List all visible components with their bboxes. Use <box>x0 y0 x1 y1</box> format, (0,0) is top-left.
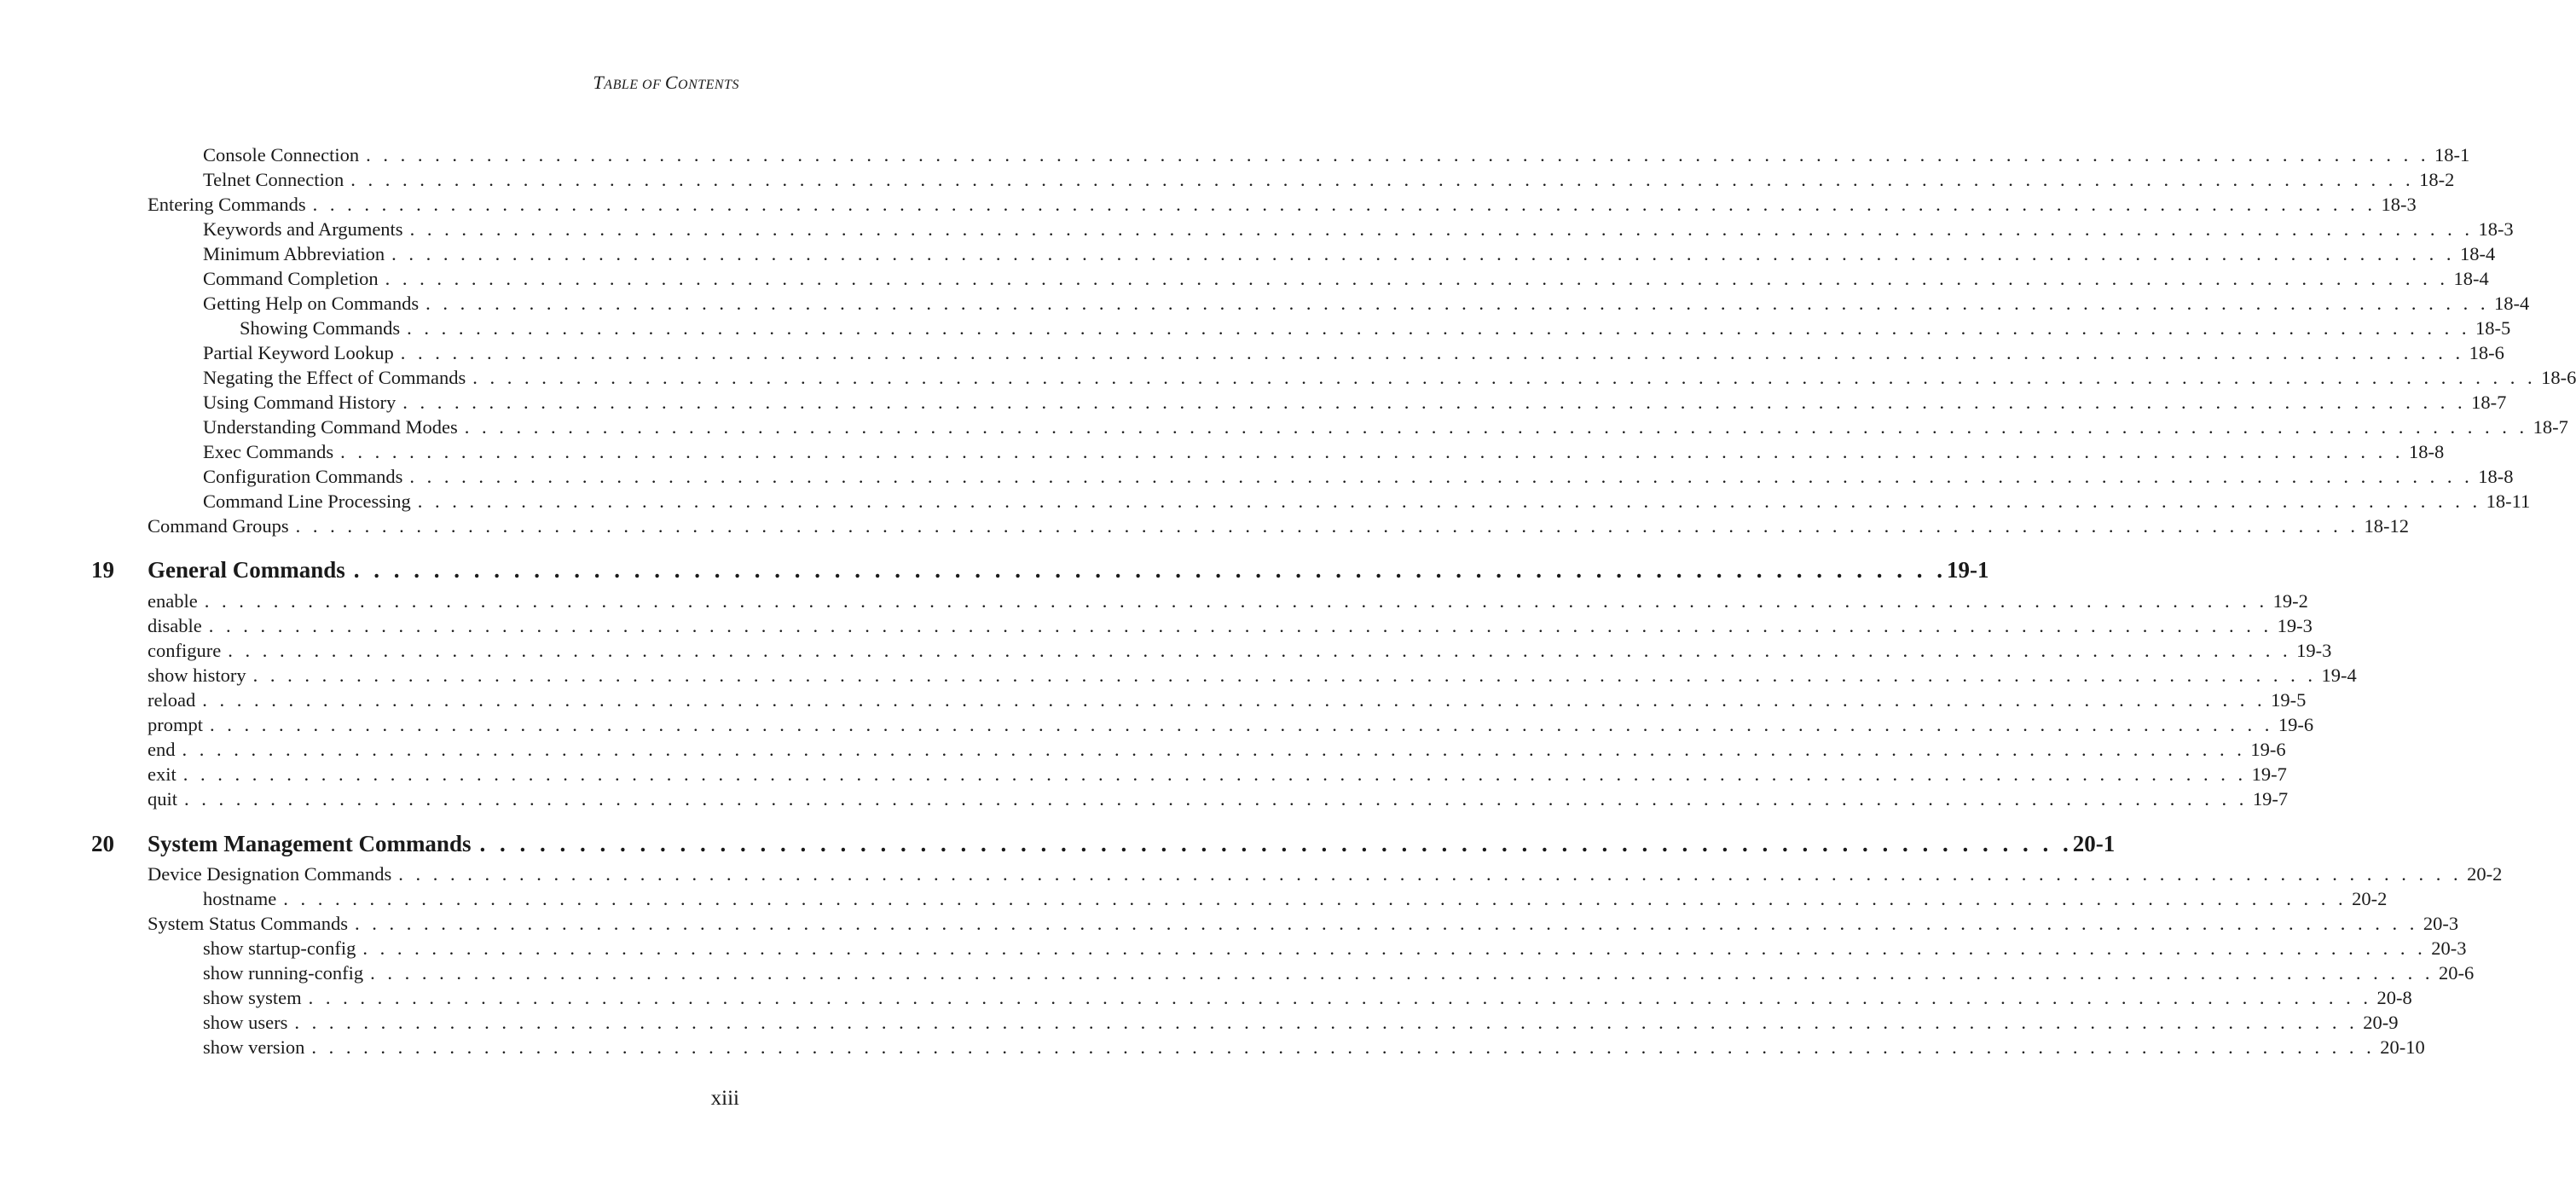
toc-entry-title: end <box>148 739 176 760</box>
toc-entry[interactable] <box>148 663 2357 688</box>
toc-entry[interactable] <box>203 340 2504 365</box>
toc-entry-page: 19-3 <box>2277 615 2313 636</box>
toc-entry-page: 19-3 <box>2296 640 2332 661</box>
toc-entry-page: 18-12 <box>2364 515 2409 537</box>
toc-entry-title: show running-config <box>203 962 364 984</box>
toc-entry-title: show history <box>148 665 246 686</box>
dot-leader: . . . . . . . . . . . . . . . . . . . . . . . . . . . . . . . . . . . . . . . . . . . . . . . . . . . . . . . . . . . . . . . . . . . . . . . . . . . . . . . . . . . . . . . . . . . . . . . . . . . . . . . . . . . . . . . . . . . . . . . . <box>355 913 2418 934</box>
chapter-heading[interactable] <box>91 828 2116 859</box>
chapter-title: System Management Commands <box>148 831 472 856</box>
dot-leader: . . . . . . . . . . . . . . . . . . . . . . . . . . . . . . . . . . . . . . . . . . . . . . . . . . . . . . . . . . . . . . . . . . . . . . . . . . . . . . . . . . . . . . . . . . . . . . . . . . . . . . . . . . . . . . . . . . . . . . . . <box>311 1036 2376 1058</box>
dot-leader: . . . . . . . . . . . . . . . . . . . . . . . . . . . . . . . . . . . . . . . . . . . . . . . . . . . . . . . . . . . . . . . . . . . . . . . . . . . . . . . . <box>353 557 1947 583</box>
toc-entry-page: 20-2 <box>2467 863 2503 885</box>
toc-entry[interactable] <box>148 911 2459 936</box>
toc-entry-title: Command Completion <box>203 268 379 289</box>
toc-entry[interactable] <box>148 762 2287 786</box>
dot-leader: . . . . . . . . . . . . . . . . . . . . . . . . . . . . . . . . . . . . . . . . . . . . . . . . . . . . . . . . . . . . . . . . . . . . . . . . . . . . . . . . . . . . . . . . . . . . . . . . . . . . . . . . . . . . . . . . . . . . . . . . <box>204 590 2268 612</box>
toc-entry-page: 18-2 <box>2419 169 2455 190</box>
toc-entry[interactable] <box>203 936 2467 961</box>
toc-entry-title: Negating the Effect of Commands <box>203 367 466 388</box>
toc-entry-page: 19-6 <box>2278 714 2314 735</box>
toc-entry[interactable] <box>203 1035 2425 1059</box>
toc-entry[interactable] <box>203 1010 2399 1035</box>
dot-leader: . . . . . . . . . . . . . . . . . . . . . . . . . . . . . . . . . . . . . . . . . . . . . . . . . . . . . . . . . . . . . . . . . . . . . . . . . . . . . . . . . . . . . . . . . . . . . . . . . . . . . . . . . . . . . . . . . . . . . . . . <box>182 763 2247 785</box>
toc-entry-title: Understanding Command Modes <box>203 416 458 438</box>
toc-entry-title: Telnet Connection <box>203 169 344 190</box>
toc-entry[interactable] <box>203 415 2568 439</box>
toc-entry[interactable] <box>203 217 2514 241</box>
toc-entry-page: 18-6 <box>2541 367 2576 388</box>
dot-leader: . . . . . . . . . . . . . . . . . . . . . . . . . . . . . . . . . . . . . . . . . . . . . . . . . . . . . . . . . . . . . . . . . . . . . . . . . . . . . . . . . . . . . . . . . . . . . . . . . . . . . . . . . . . . . . . . . . . . . . . . <box>425 293 2489 314</box>
toc-entry[interactable] <box>240 316 2511 340</box>
toc-entry-title: Using Command History <box>203 392 397 413</box>
toc-entry-page: 20-6 <box>2438 962 2475 984</box>
toc-entry-title: show users <box>203 1012 288 1033</box>
toc-entry-page: 18-1 <box>2434 144 2470 165</box>
chapter-number: 20 <box>91 831 114 856</box>
toc-entry[interactable] <box>203 266 2489 291</box>
dot-leader: . . . . . . . . . . . . . . . . . . . . . . . . . . . . . . . . . . . . . . . . . . . . . . . . . . . . . . . . . . . . . . . . . . . . . . . . . . . . . . . . . . . . . . . . . . . . . . . . . . . . . . . . . . . . . . . . . . . . . . . . <box>312 194 2376 215</box>
toc-entry[interactable] <box>203 167 2455 192</box>
toc-entry[interactable] <box>148 862 2503 886</box>
chapter-page: 19-1 <box>1947 557 1989 583</box>
toc-entry-page: 20-8 <box>2376 987 2412 1008</box>
toc-entry-title: Minimum Abbreviation <box>203 243 385 264</box>
toc-entry-title: show system <box>203 987 302 1008</box>
toc-entry-page: 18-5 <box>2475 317 2511 339</box>
dot-leader: . . . . . . . . . . . . . . . . . . . . . . . . . . . . . . . . . . . . . . . . . . . . . . . . . . . . . . . . . . . . . . . . . . . . . . . . . . . . . . . . . . . . . . . . . . . . . . . . . . . . . . . . . . . . . . . . . . . . . . . . <box>308 987 2372 1008</box>
dot-leader: . . . . . . . . . . . . . . . . . . . . . . . . . . . . . . . . . . . . . . . . . . . . . . . . . . . . . . . . . . . . . . . . . . . . . . . . . . . . . . . . . . . . . . . . . . . . . . . . . . . . . . . . . . . . . . . . . . . . . . . . <box>295 515 2359 537</box>
toc-entry-page: 18-7 <box>2533 416 2568 438</box>
toc-entry[interactable] <box>203 985 2412 1010</box>
toc-entry[interactable] <box>148 589 2308 613</box>
toc-entry-page: 20-3 <box>2431 937 2467 959</box>
toc-entry-page: 18-6 <box>2469 342 2504 363</box>
toc-entry[interactable] <box>148 638 2332 663</box>
dot-leader: . . . . . . . . . . . . . . . . . . . . . . . . . . . . . . . . . . . . . . . . . . . . . . . . . . . . . . . . . . . . . . . . . . . . . . . . . . . . . . . . . . . . . . . . . . . . . . . . . . . . . . . . . . . . . . . . . . . . . . . . <box>283 888 2347 909</box>
toc-entry[interactable] <box>203 291 2530 316</box>
toc-entry-title: Console Connection <box>203 144 360 165</box>
running-head-t: T <box>593 72 605 93</box>
dot-leader: . . . . . . . . . . . . . . . . . . . . . . . . . . . . . . . . . . . . . . . . . . . . . . . . . . . . . . . . . . . . . . . . . . . . . . . . . . . . . . . . . . . . . . . . . . . . . . . . . . . . . . . . . . . . . . . . . . . . . . . . <box>402 392 2467 413</box>
toc-entry[interactable] <box>148 514 2409 538</box>
toc-entry-page: 20-3 <box>2423 913 2459 934</box>
dot-leader: . . . . . . . . . . . . . . . . . . . . . . . . . . . . . . . . . . . . . . . . . . . . . . . . . . . . . . . . . . . . . . . . . . . . . . . . . . . . . . . . . . . . . . . . . . . . . . . . . . . . . . . . . . . . . . . . . . . . . . . . <box>398 863 2463 885</box>
toc-entry-title: reload <box>148 689 196 711</box>
toc-entry-title: configure <box>148 640 222 661</box>
dot-leader: . . . . . . . . . . . . . . . . . . . . . . . . . . . . . . . . . . . . . . . . . . . . . . . . . . . . . . . . . . . . . . . . . . . . . . . . . . . . . . . . . . . . . . . . . . . . . . . . . . . . . . . . . . . . . . . . . . . . . . . . <box>409 218 2474 240</box>
toc-entry[interactable] <box>203 365 2576 390</box>
dot-leader: . . . . . . . . . . . . . . . . . . . . . . . . . . . . . . . . . . . . . . . . . . . . . . . . . . . . . . . . . . . . . . . . . . . . . . . . . . . . . . . . . . . . . . . . . . . . . . . . . . . . . . . . . . . . . . . . . . . . . . . . <box>400 342 2464 363</box>
toc-entry-page: 18-8 <box>2408 441 2445 462</box>
dot-leader: . . . . . . . . . . . . . . . . . . . . . . . . . . . . . . . . . . . . . . . . . . . . . . . . . . . . . . . . . . . . . . . . . . . . . . . . . . . . . . . . . . . . . . . . . . . . . . . . . . . . . . . . . . . . . . . . . . . . . . . . <box>385 268 2449 289</box>
dot-leader: . . . . . . . . . . . . . . . . . . . . . . . . . . . . . . . . . . . . . . . . . . . . . . . . . . . . . . . . . . . . . . . . . . . . . . . . . . . . . . . . . . . . . . . . . . . . . . . . . . . . . . . . . . . . . . . . . . . . . . . . <box>294 1012 2359 1033</box>
toc-entry[interactable] <box>203 961 2475 985</box>
toc-entry-title: exit <box>148 763 177 785</box>
toc-entry-title: quit <box>148 788 178 810</box>
dot-leader: . . . . . . . . . . . . . . . . . . . . . . . . . . . . . . . . . . . . . . . . . . . . . . . . . . . . . . . . . . . . . . . . . . . . . . . . . . . . . . . . . . . . . . . . . . . . . . . . . . . . . . . . . . . . . . . . . . . . . . . . <box>409 466 2474 487</box>
dot-leader: . . . . . . . . . . . . . . . . . . . . . . . . . . . . . . . . . . . . . . . . . . . . . . . . . . . . . . . . . . . . . . . . . . . . . . . . . . . . . . . . . . . . . . . . . . . . . . . . . . . . . . . . . . . . . . . . . . . . . . . . <box>202 689 2266 711</box>
toc-entry-page: 19-5 <box>2271 689 2307 711</box>
toc-entry-title: Configuration Commands <box>203 466 403 487</box>
dot-leader: . . . . . . . . . . . . . . . . . . . . . . . . . . . . . . . . . . . . . . . . . . . . . . . . . . . . . . . . . . . . . . . . . . . . . . . . . . . . . . . . . . . . . . . . . . . . . . . . . . . . . . . . . . . . . . . . . . . . . . . . <box>340 441 2404 462</box>
toc-entry[interactable] <box>203 464 2514 489</box>
dot-leader: . . . . . . . . . . . . . . . . . . . . . . . . . . . . . . . . . . . . . . . . . . . . . . . . . . . . . . . . . . . . . . . . . . . . . . . . . . . . . . . . . . . . . . . . . . . . . . . . . . . . . . . . . . . . . . . . . . . . . . . . <box>472 367 2537 388</box>
toc-entry-page: 19-6 <box>2250 739 2286 760</box>
toc-entry[interactable] <box>148 786 2289 811</box>
toc-entry-title: prompt <box>148 714 203 735</box>
dot-leader: . . . . . . . . . . . . . . . . . . . . . . . . . . . . . . . . . . . . . . . . . . . . . . . . . . . . . . . . . . . . . . . . . . . . . . . . . . . . . . . . <box>479 831 2073 856</box>
toc-entry[interactable] <box>148 613 2313 638</box>
toc-entry-page: 18-4 <box>2460 243 2496 264</box>
toc-entry-page: 20-10 <box>2380 1036 2425 1058</box>
toc-entry-title: Command Line Processing <box>203 490 411 512</box>
dot-leader: . . . . . . . . . . . . . . . . . . . . . . . . . . . . . . . . . . . . . . . . . . . . . . . . . . . . . . . . . . . . . . . . . . . . . . . . . . . . . . . . . . . . . . . . . . . . . . . . . . . . . . . . . . . . . . . . . . . . . . . . <box>350 169 2415 190</box>
running-head-c: C <box>664 72 679 93</box>
dot-leader: . . . . . . . . . . . . . . . . . . . . . . . . . . . . . . . . . . . . . . . . . . . . . . . . . . . . . . . . . . . . . . . . . . . . . . . . . . . . . . . . . . . . . . . . . . . . . . . . . . . . . . . . . . . . . . . . . . . . . . . . <box>362 937 2427 959</box>
toc-entry[interactable] <box>203 439 2445 464</box>
dot-leader: . . . . . . . . . . . . . . . . . . . . . . . . . . . . . . . . . . . . . . . . . . . . . . . . . . . . . . . . . . . . . . . . . . . . . . . . . . . . . . . . . . . . . . . . . . . . . . . . . . . . . . . . . . . . . . . . . . . . . . . . <box>182 739 2246 760</box>
toc-entry-page: 20-9 <box>2363 1012 2399 1033</box>
toc-entry-title: Device Designation Commands <box>148 863 392 885</box>
page-number: xiii <box>710 1087 739 1110</box>
toc-entry-page: 19-7 <box>2252 788 2289 810</box>
toc-entry-page: 19-7 <box>2251 763 2287 785</box>
toc-entry-title: Getting Help on Commands <box>203 293 420 314</box>
toc-entry[interactable] <box>203 241 2496 266</box>
toc-entry-page: 20-2 <box>2352 888 2388 909</box>
dot-leader: . . . . . . . . . . . . . . . . . . . . . . . . . . . . . . . . . . . . . . . . . . . . . . . . . . . . . . . . . . . . . . . . . . . . . . . . . . . . . . . . . . . . . . . . . . . . . . . . . . . . . . . . . . . . . . . . . . . . . . . . <box>252 665 2317 686</box>
chapter-heading[interactable] <box>91 554 1989 585</box>
toc-entry-page: 18-4 <box>2453 268 2489 289</box>
toc-entry[interactable] <box>148 712 2314 737</box>
toc-entry-page: 18-3 <box>2381 194 2417 215</box>
dot-leader: . . . . . . . . . . . . . . . . . . . . . . . . . . . . . . . . . . . . . . . . . . . . . . . . . . . . . . . . . . . . . . . . . . . . . . . . . . . . . . . . . . . . . . . . . . . . . . . . . . . . . . . . . . . . . . . . . . . . . . . . <box>407 317 2471 339</box>
toc-entry-page: 18-4 <box>2493 293 2530 314</box>
chapter-number: 19 <box>91 557 114 583</box>
dot-leader: . . . . . . . . . . . . . . . . . . . . . . . . . . . . . . . . . . . . . . . . . . . . . . . . . . . . . . . . . . . . . . . . . . . . . . . . . . . . . . . . . . . . . . . . . . . . . . . . . . . . . . . . . . . . . . . . . . . . . . . . <box>417 490 2481 512</box>
dot-leader: . . . . . . . . . . . . . . . . . . . . . . . . . . . . . . . . . . . . . . . . . . . . . . . . . . . . . . . . . . . . . . . . . . . . . . . . . . . . . . . . . . . . . . . . . . . . . . . . . . . . . . . . . . . . . . . . . . . . . . . . <box>391 243 2455 264</box>
toc-entry[interactable] <box>148 737 2286 762</box>
dot-leader: . . . . . . . . . . . . . . . . . . . . . . . . . . . . . . . . . . . . . . . . . . . . . . . . . . . . . . . . . . . . . . . . . . . . . . . . . . . . . . . . . . . . . . . . . . . . . . . . . . . . . . . . . . . . . . . . . . . . . . . . <box>184 788 2248 810</box>
running-head <box>593 72 739 94</box>
toc-entry[interactable] <box>203 886 2388 911</box>
running-head-ontents: ONTENTS <box>678 78 739 92</box>
toc-entry-title: Partial Keyword Lookup <box>203 342 394 363</box>
toc-entry-title: System Status Commands <box>148 913 349 934</box>
toc-entry-title: Command Groups <box>148 515 289 537</box>
toc-entry-page: 18-11 <box>2486 490 2531 512</box>
dot-leader: . . . . . . . . . . . . . . . . . . . . . . . . . . . . . . . . . . . . . . . . . . . . . . . . . . . . . . . . . . . . . . . . . . . . . . . . . . . . . . . . . . . . . . . . . . . . . . . . . . . . . . . . . . . . . . . . . . . . . . . . <box>464 416 2528 438</box>
dot-leader: . . . . . . . . . . . . . . . . . . . . . . . . . . . . . . . . . . . . . . . . . . . . . . . . . . . . . . . . . . . . . . . . . . . . . . . . . . . . . . . . . . . . . . . . . . . . . . . . . . . . . . . . . . . . . . . . . . . . . . . . <box>366 144 2429 165</box>
running-head-able-of: ABLE OF <box>604 78 665 92</box>
toc-entry-title: hostname <box>203 888 277 909</box>
toc-entry-title: Exec Commands <box>203 441 334 462</box>
toc-entry[interactable] <box>203 142 2470 167</box>
toc-entry[interactable] <box>148 688 2307 712</box>
toc-entry-page: 18-7 <box>2471 392 2507 413</box>
toc-entry[interactable] <box>203 489 2531 514</box>
dot-leader: . . . . . . . . . . . . . . . . . . . . . . . . . . . . . . . . . . . . . . . . . . . . . . . . . . . . . . . . . . . . . . . . . . . . . . . . . . . . . . . . . . . . . . . . . . . . . . . . . . . . . . . . . . . . . . . . . . . . . . . . <box>228 640 2292 661</box>
dot-leader: . . . . . . . . . . . . . . . . . . . . . . . . . . . . . . . . . . . . . . . . . . . . . . . . . . . . . . . . . . . . . . . . . . . . . . . . . . . . . . . . . . . . . . . . . . . . . . . . . . . . . . . . . . . . . . . . . . . . . . . . <box>208 615 2272 636</box>
chapter-title: General Commands <box>148 557 345 583</box>
toc-entry-page: 19-4 <box>2321 665 2357 686</box>
toc-entry-title: enable <box>148 590 198 612</box>
toc-entry-title: Entering Commands <box>148 194 306 215</box>
toc-entry-title: disable <box>148 615 202 636</box>
dot-leader: . . . . . . . . . . . . . . . . . . . . . . . . . . . . . . . . . . . . . . . . . . . . . . . . . . . . . . . . . . . . . . . . . . . . . . . . . . . . . . . . . . . . . . . . . . . . . . . . . . . . . . . . . . . . . . . . . . . . . . . . <box>370 962 2434 984</box>
chapter-page: 20-1 <box>2072 831 2116 856</box>
toc-entry[interactable] <box>203 390 2507 415</box>
toc-entry-page: 18-3 <box>2478 218 2514 240</box>
dot-leader: . . . . . . . . . . . . . . . . . . . . . . . . . . . . . . . . . . . . . . . . . . . . . . . . . . . . . . . . . . . . . . . . . . . . . . . . . . . . . . . . . . . . . . . . . . . . . . . . . . . . . . . . . . . . . . . . . . . . . . . . <box>210 714 2273 735</box>
toc-entry-title: Showing Commands <box>240 317 401 339</box>
toc-entry[interactable] <box>148 192 2417 217</box>
toc-entry-title: show startup-config <box>203 937 356 959</box>
toc-entry-title: Keywords and Arguments <box>203 218 403 240</box>
toc-entry-title: show version <box>203 1036 305 1058</box>
toc-entry-page: 18-8 <box>2478 466 2514 487</box>
toc-entry-page: 19-2 <box>2272 590 2308 612</box>
